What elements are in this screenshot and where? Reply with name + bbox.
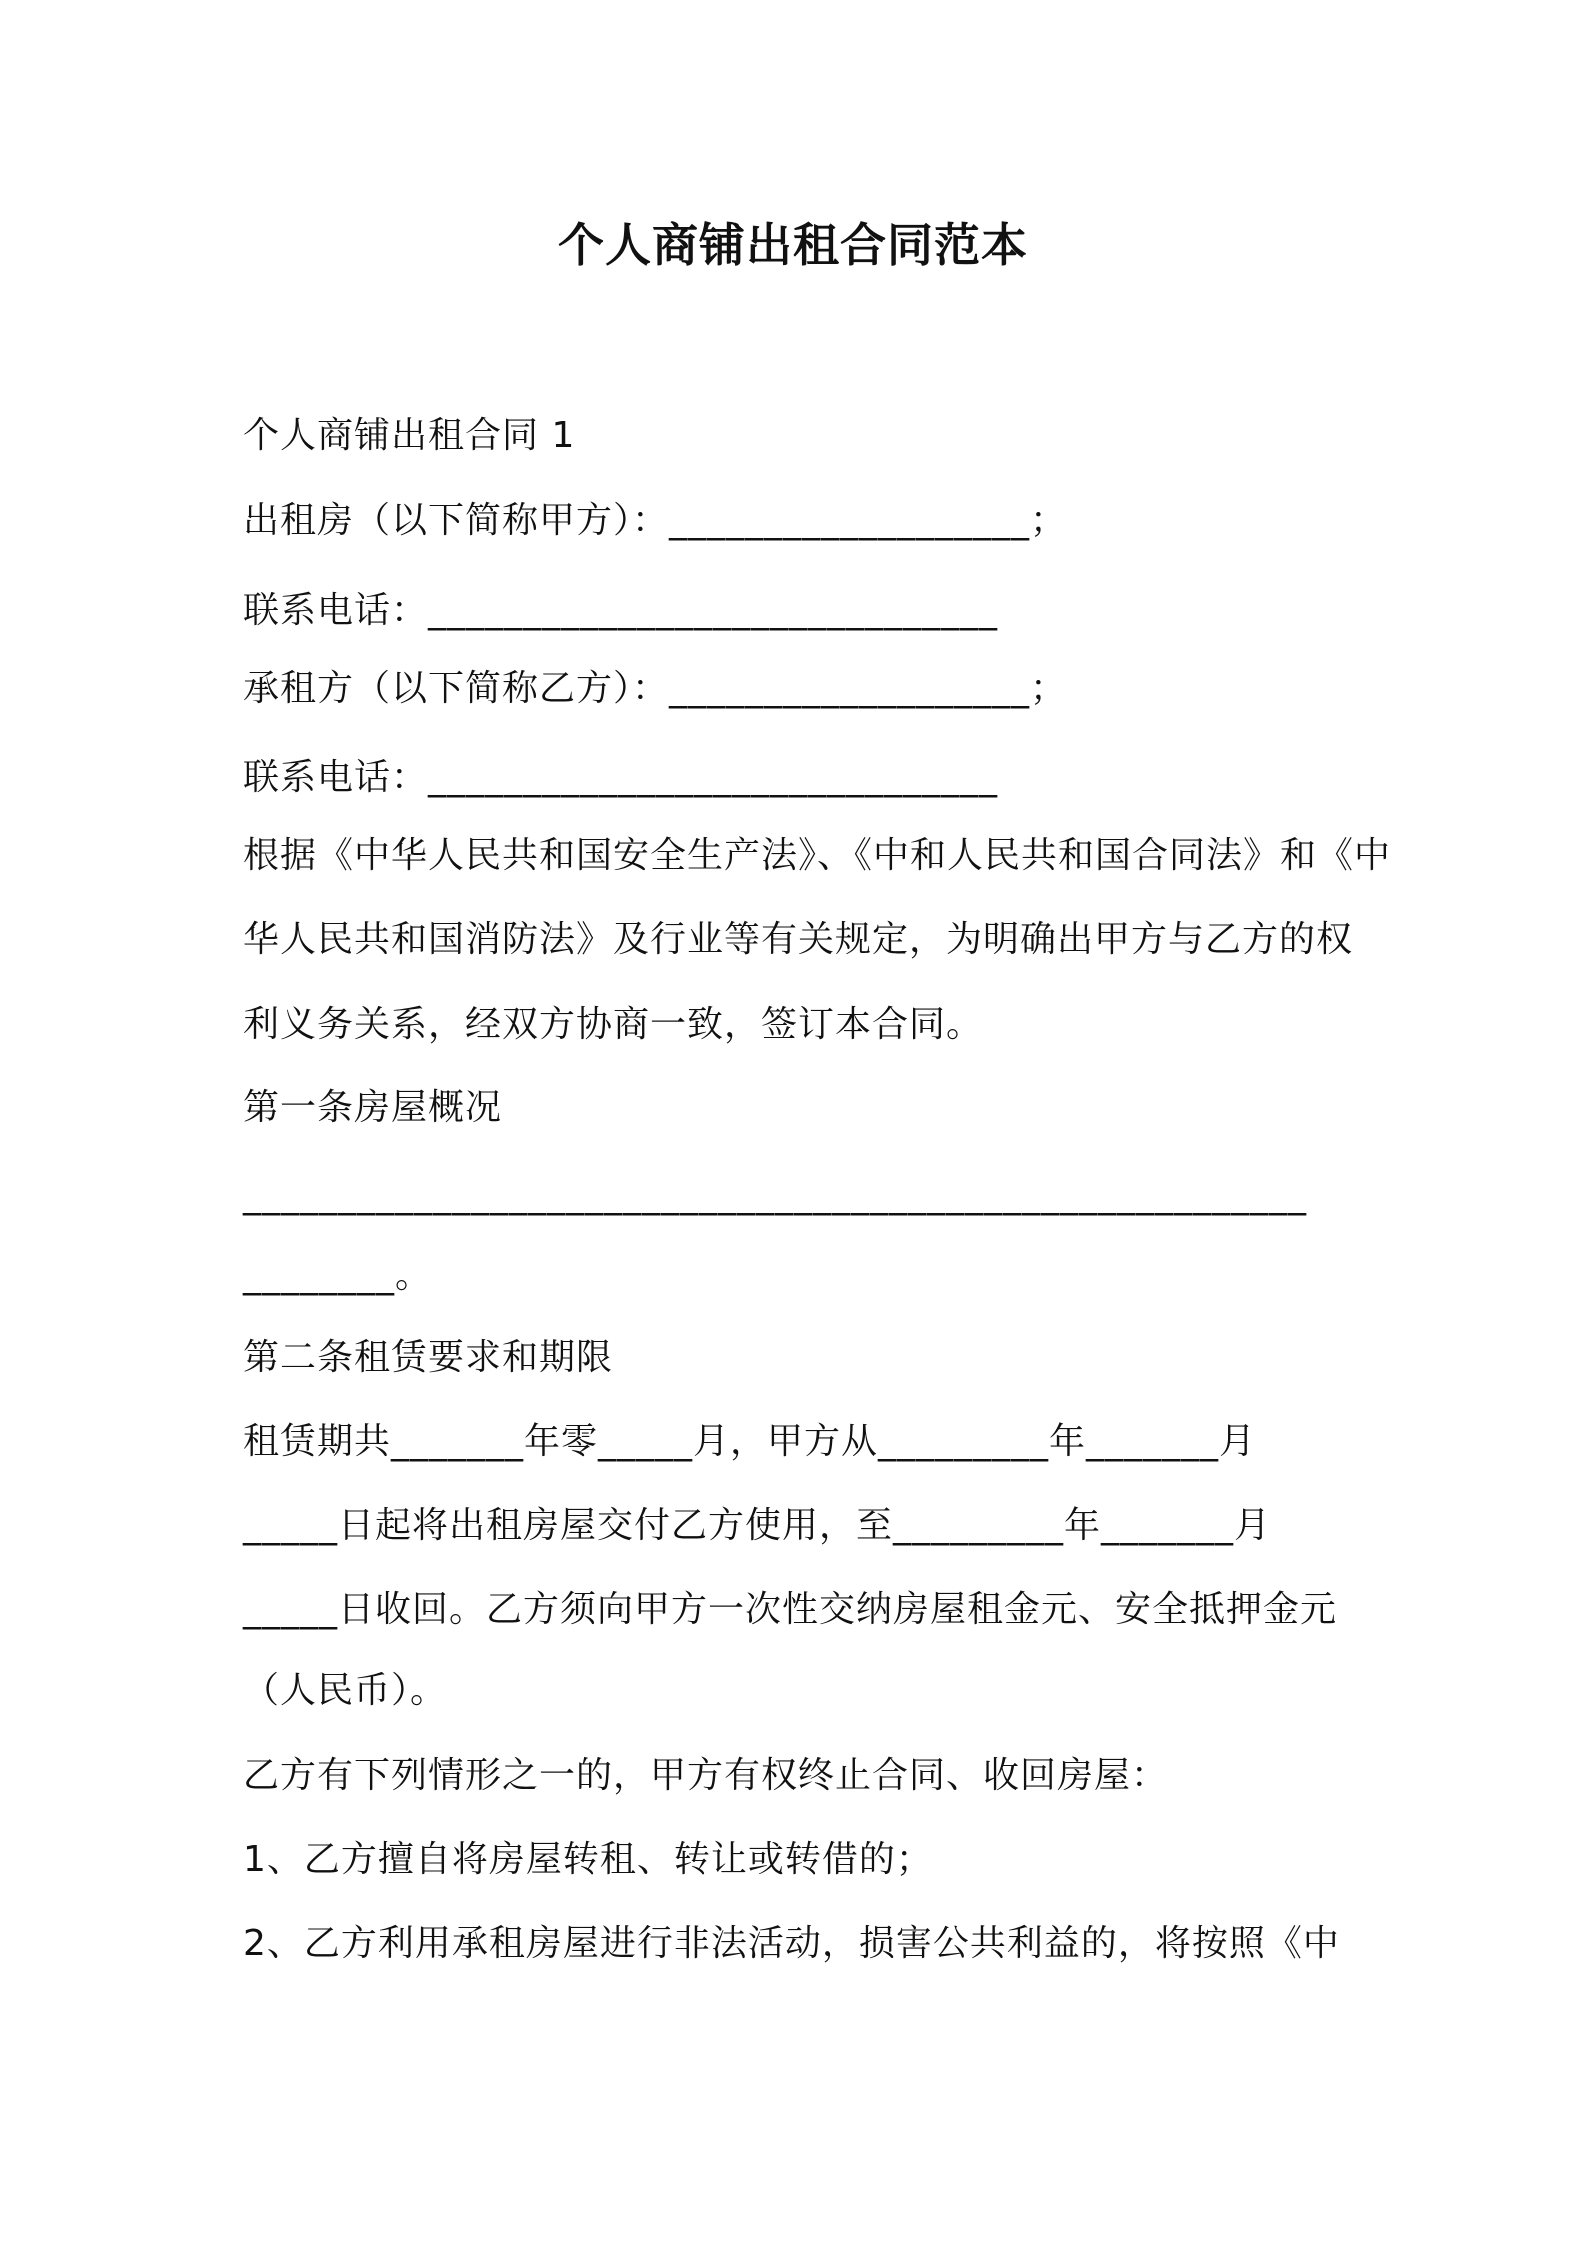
article-one-heading: 第一条房屋概况: [243, 1087, 503, 1128]
list-item: 1、乙方擅自将房屋转租、转让或转借的；: [243, 1839, 933, 1880]
list-item: 2、乙方利用承租房屋进行非法活动，损害公共利益的，将按照《中: [243, 1923, 1340, 1964]
lessee-line: 承租方（以下简称乙方）：___________________；: [243, 668, 1068, 709]
paragraph-line: 根据《中华人民共和国安全生产法》、《中和人民共和国合同法》和《中: [243, 835, 1392, 876]
paragraph-line: 华人民共和国消防法》及行业等有关规定，为明确出甲方与乙方的权: [243, 919, 1354, 960]
blank-line-end: ________。: [243, 1255, 433, 1296]
paragraph-line: _____日起将出租房屋交付乙方使用，至_________年_______月: [243, 1505, 1272, 1546]
lessee-phone-line: 联系电话：______________________________: [243, 757, 999, 798]
paragraph-line: 租赁期共_______年零_____月，甲方从_________年_______月: [243, 1421, 1257, 1462]
blank-line: ________________________________________________________: [243, 1175, 1307, 1216]
lessor-phone-line: 联系电话：______________________________: [243, 590, 999, 631]
paragraph-line: 利义务关系，经双方协商一致，签订本合同。: [243, 1004, 984, 1045]
paragraph-line: _____日收回。乙方须向甲方一次性交纳房屋租金元、安全抵押金元: [243, 1589, 1338, 1630]
document-title: 个人商铺出租合同范本: [558, 218, 1028, 272]
article-two-heading: 第二条租赁要求和期限: [243, 1337, 614, 1378]
lessor-line: 出租房（以下简称甲方）：___________________；: [243, 500, 1068, 541]
paragraph-line: （人民币）。: [243, 1670, 448, 1711]
contract-heading: 个人商铺出租合同 1: [243, 415, 576, 456]
paragraph-line: 乙方有下列情形之一的，甲方有权终止合同、收回房屋：: [243, 1755, 1169, 1796]
